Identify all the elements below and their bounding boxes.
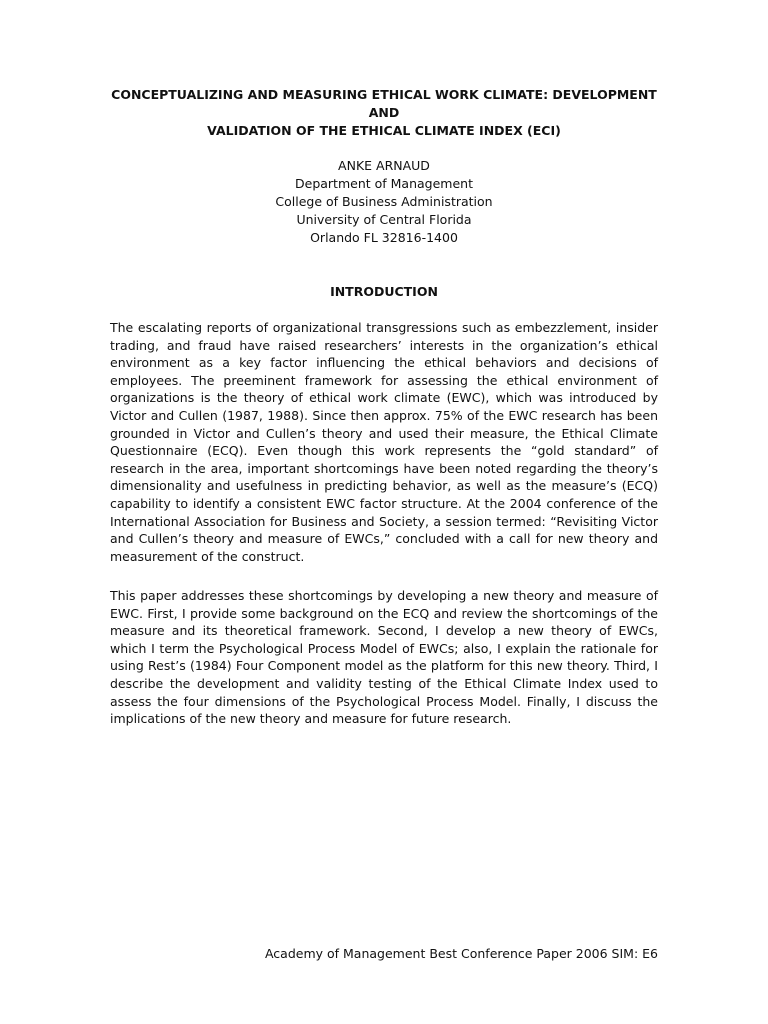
author-name: ANKE ARNAUD	[338, 158, 430, 173]
author-university: University of Central Florida	[296, 212, 472, 227]
title-line-2: VALIDATION OF THE ETHICAL CLIMATE INDEX (ECI)	[207, 123, 561, 138]
paragraph-2: This paper addresses these shortcomings by developing a new theory and measure of EWC. First, I provide some background on the ECQ and review the shortcomings of the measure and its theoretical framework. Second, I develop a new theory of EWCs, which I term the Psychological Process Model of EWCs; also, I explain the rationale for using Rest’s (1984) Four Component model as the platform for this new theory. Third, I describe the development and validity testing of the Ethical Climate Index used to assess the four dimensions of the Psychological Process Model. Finally, I discuss the implications of the new theory and measure for future research.	[110, 588, 658, 727]
paragraph-1: The escalating reports of organizational transgressions such as embezzlement, insider trading, and fraud have raised researchers’ interests in the organization’s ethical environment as a key factor influencing the ethical behaviors and decisions of employees. The preeminent framework for assessing the ethical environment of organizations is the theory of ethical work climate (EWC), which was introduced by Victor and Cullen (1987, 1988). Since then approx. 75% of the EWC research has been grounded in Victor and Cullen’s theory and used their measure, the Ethical Climate Questionnaire (ECQ). Even though this work represents the “gold standard” of research in the area, important shortcomings have been noted regarding the theory’s dimensionality and usefulness in predicting behavior, as well as the measure’s (ECQ) capability to identify a consistent EWC factor structure. At the 2004 conference of the International Association for Business and Society, a session termed: “Revisiting Victor and Cullen’s theory and measure of EWCs,” concluded with a call for new theory and measurement of the construct.	[110, 320, 658, 564]
author-block	[0, 157, 768, 247]
author-address: Orlando FL 32816-1400	[310, 230, 458, 245]
section-heading: INTRODUCTION	[330, 284, 438, 299]
title-line-1: CONCEPTUALIZING AND MEASURING ETHICAL WORK CLIMATE: DEVELOPMENT AND	[111, 87, 657, 120]
author-department: Department of Management	[295, 176, 473, 191]
paper-title	[100, 86, 668, 140]
author-college: College of Business Administration	[275, 194, 493, 209]
page-footer: Academy of Management Best Conference Paper 2006 SIM: E6	[264, 946, 658, 961]
